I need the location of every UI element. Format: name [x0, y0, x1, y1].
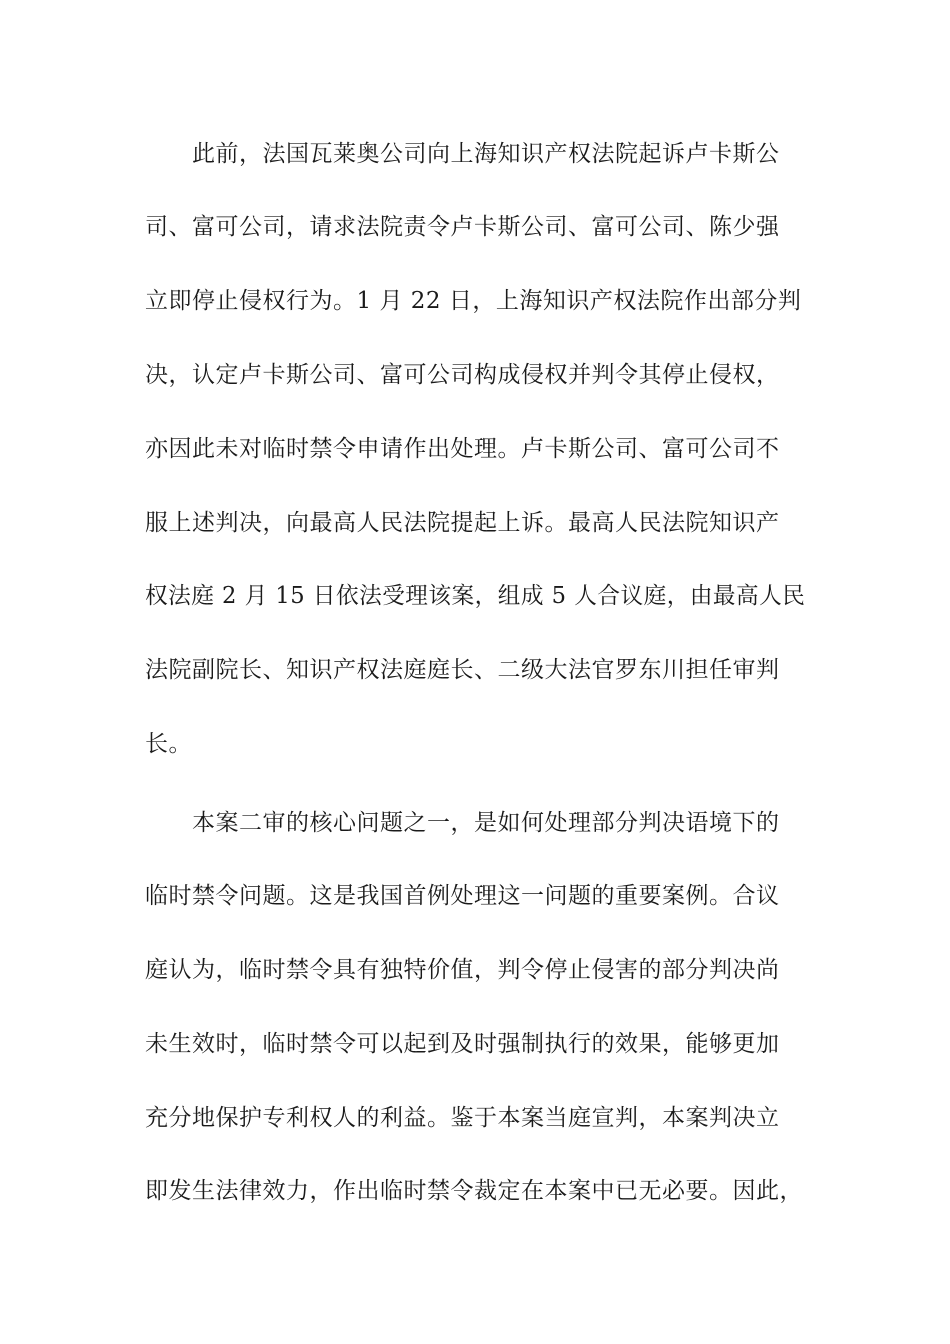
- paragraph-1-line-2: 司、富可公司，请求法院责令卢卡斯公司、富可公司、陈少强: [145, 214, 780, 240]
- paragraph-1-line-6: 服上述判决，向最高人民法院提起上诉。最高人民法院知识产: [145, 510, 780, 536]
- paragraph-2-line-3: 庭认为，临时禁令具有独特价值，判令停止侵害的部分判决尚: [145, 957, 780, 983]
- paragraph-1-line-1: 此前，法国瓦莱奥公司向上海知识产权法院起诉卢卡斯公: [192, 141, 780, 167]
- paragraph-1-line-4: 决，认定卢卡斯公司、富可公司构成侵权并判令其停止侵权，: [145, 362, 780, 388]
- paragraph-2-line-4: 未生效时，临时禁令可以起到及时强制执行的效果，能够更加: [145, 1031, 780, 1057]
- paragraph-2-line-5: 充分地保护专利权人的利益。鉴于本案当庭宣判，本案判决立: [145, 1105, 780, 1131]
- paragraph-1-line-5: 亦因此未对临时禁令申请作出处理。卢卡斯公司、富可公司不: [145, 436, 780, 462]
- paragraph-1-line-8: 法院副院长、知识产权法庭庭长、二级大法官罗东川担任审判: [145, 657, 780, 683]
- paragraph-2-line-2: 临时禁令问题。这是我国首例处理这一问题的重要案例。合议: [145, 883, 780, 909]
- paragraph-2-line-6: 即发生法律效力，作出临时禁令裁定在本案中已无必要。因此，: [145, 1178, 803, 1204]
- paragraph-1-line-3: 立即停止侵权行为。1 月 22 日，上海知识产权法院作出部分判: [145, 288, 802, 314]
- paragraph-1-line-7: 权法庭 2 月 15 日依法受理该案，组成 5 人合议庭，由最高人民: [145, 583, 806, 609]
- paragraph-1-line-9: 长。: [145, 731, 192, 757]
- paragraph-2-line-1: 本案二审的核心问题之一，是如何处理部分判决语境下的: [192, 810, 780, 836]
